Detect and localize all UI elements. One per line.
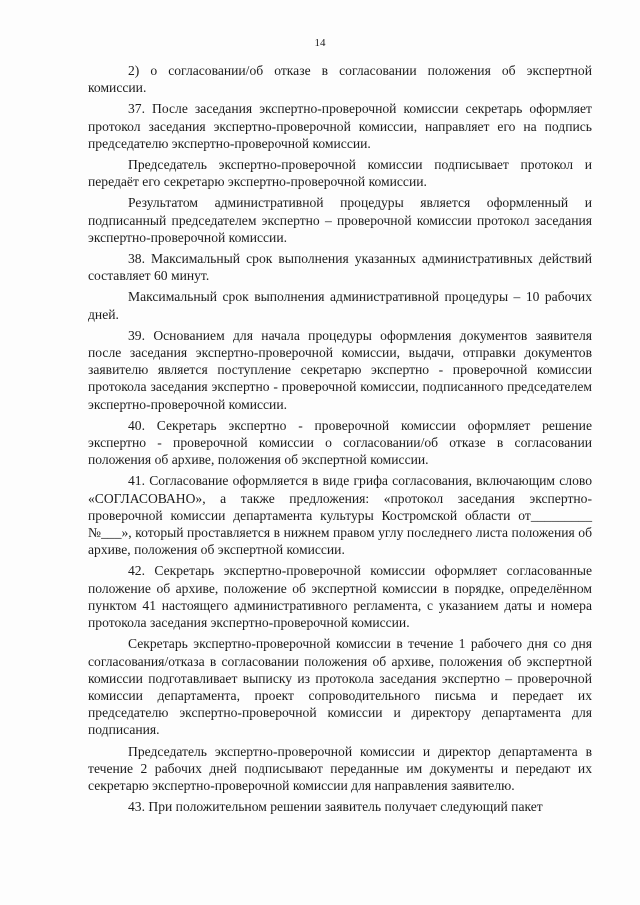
paragraph-chairman-director: Председатель экспертно-проверочной комиссии и директор департамента в течение 2 рабочих дней подписывают переданные им документы и передают их секретарю экспертно-проверочной комиссии для направления заявителю. bbox=[88, 743, 592, 793]
paragraph-39: 39. Основанием для начала процедуры оформления документов заявителя после заседания экспертно-проверочной комиссии, выдачи, отправки документов заявителю является поступление секретарю экспертно - проверочной комиссии протокола заседания экспертно - проверочной комиссии, подписанного председателем экспертно-проверочной комиссии. bbox=[88, 327, 592, 412]
paragraph-37: 37. После заседания экспертно-проверочной комиссии секретарь оформляет протокол заседания экспертно-проверочной комиссии, направляет его на подпись председателю экспертно-проверочной комиссии. bbox=[88, 101, 592, 151]
paragraph-42: 42. Секретарь экспертно-проверочной комиссии оформляет согласованные положение об архиве, положение об экспертной комиссии в порядке, определённом пунктом 41 настоящего административного регламента, с указанием даты и номера протокола заседания экспертно-проверочной комиссии. bbox=[88, 563, 592, 631]
paragraph-procedure-result: Результатом административной процедуры является оформленный и подписанный председателем экспертно – проверочной комиссии протокол заседания экспертно-проверочной комиссии. bbox=[88, 195, 592, 245]
paragraph-max-term: Максимальный срок выполнения административной процедуры – 10 рабочих дней. bbox=[88, 289, 592, 322]
paragraph-item-2: 2) о согласовании/об отказе в согласовании положения об экспертной комиссии. bbox=[88, 63, 592, 96]
paragraph-41: 41. Согласование оформляется в виде грифа согласования, включающим слово «СОГЛАСОВАНО», а также предложения: «протокол заседания экспертно-проверочной комиссии департамента культуры Костромской области от_________ №___», который проставляется в нижнем правом углу последнего листа положения об архиве, положения об экспертной комиссии. bbox=[88, 473, 592, 558]
document-body bbox=[88, 62, 592, 818]
paragraph-40: 40. Секретарь экспертно - проверочной комиссии оформляет решение экспертно - проверочной комиссии о согласовании/об отказе в согласовании положения об архиве, положения об экспертной комиссии. bbox=[88, 417, 592, 468]
paragraph-38: 38. Максимальный срок выполнения указанных административных действий составляет 60 минут. bbox=[88, 251, 592, 284]
paragraph-43: 43. При положительном решении заявитель получает следующий пакет bbox=[128, 799, 543, 815]
paragraph-chairman-signs: Председатель экспертно-проверочной комиссии подписывает протокол и передаёт его секретарю экспертно-проверочной комиссии. bbox=[88, 157, 592, 190]
page-number: 14 bbox=[314, 37, 326, 49]
paragraph-secretary-extract: Секретарь экспертно-проверочной комиссии в течение 1 рабочего дня со дня согласования/отказа в согласовании положения об архиве, положения об экспертной комиссии подготавливает выписку из протокола заседания экспертно – проверочной комиссии департамента, проект сопроводительного письма и передает их председателю экспертно-проверочной комиссии и директору департамента для подписания. bbox=[88, 636, 592, 738]
